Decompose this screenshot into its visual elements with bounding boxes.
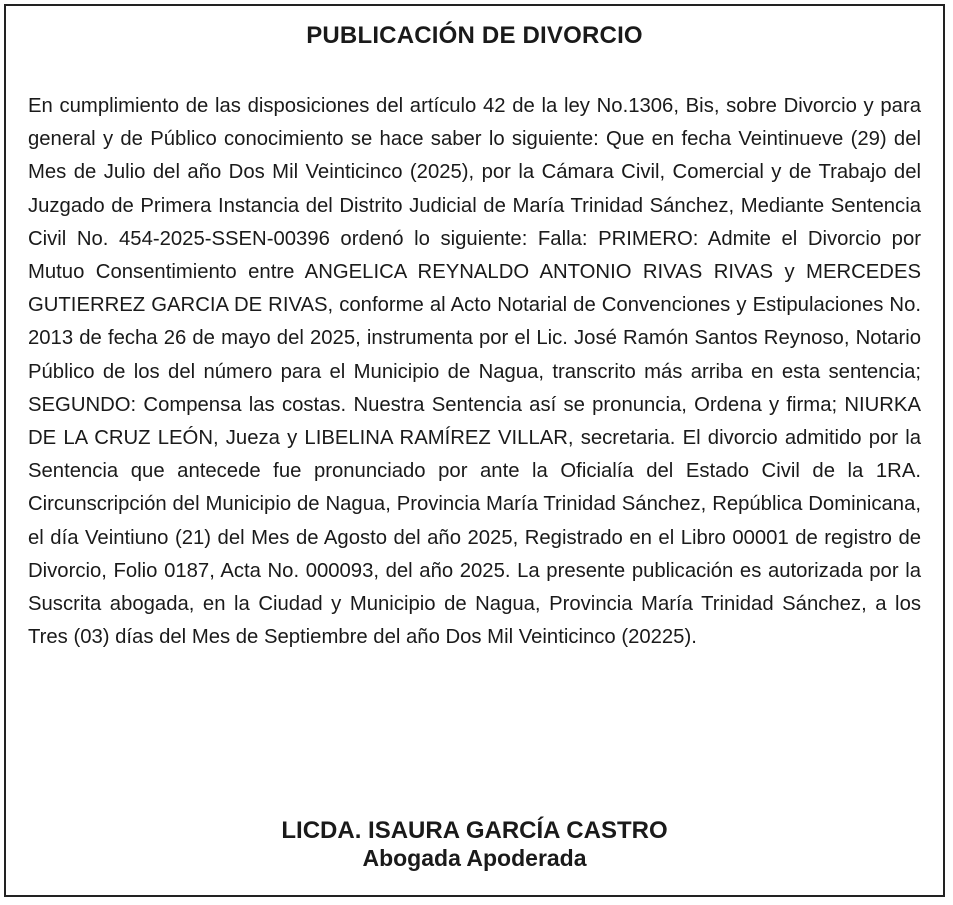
notice-frame [4, 4, 945, 897]
signature-block [6, 816, 943, 872]
notice-title: PUBLICACIÓN DE DIVORCIO [306, 22, 643, 49]
notice-body: En cumplimiento de las disposiciones del artículo 42 de la ley No.1306, Bis, sobre Divorcio y para general y de Público conocimiento se hace saber lo siguiente: Que en fecha Veintinueve (29) del Mes de Julio del año Dos Mil Veinticinco (2025), por la Cámara Civil, Comercial y de Trabajo del Juzgado de Primera Instancia del Distrito Judicial de María Trinidad Sánchez, Mediante Sentencia Civil No. 454-2025-SSEN-00396 ordenó lo siguiente: Falla: PRIMERO: Admite el Divorcio por Mutuo Consentimiento entre ANGELICA REYNALDO ANTONIO RIVAS RIVAS y MERCEDES GUTIERREZ GARCIA DE RIVAS, conforme al Acto Notarial de Convenciones y Estipulaciones No. 2013 de fecha 26 de mayo del 2025, instrumenta por el Lic. José Ramón Santos Reynoso, Notario Público de los del número para el Municipio de Nagua, transcrito más arriba en esta sentencia; SEGUNDO: Compensa las costas. Nuestra Sentencia así se pronuncia, Ordena y firma; NIURKA DE LA CRUZ LEÓN, Jueza y LIBELINA RAMÍREZ VILLAR, secretaria. El divorcio admitido por la Sentencia que antecede fue pronunciado por ante la Oficialía del Estado Civil de la 1RA. Circunscripción del Municipio de Nagua, Provincia María Trinidad Sánchez, República Dominicana, el día Veintiuno (21) del Mes de Agosto del año 2025, Registrado en el Libro 00001 de registro de Divorcio, Folio 0187, Acta No. 000093, del año 2025. La presente publicación es autorizada por la Suscrita abogada, en la Ciudad y Municipio de Nagua, Provincia María Trinidad Sánchez, a los Tres (03) días del Mes de Septiembre del año Dos Mil Veinticinco (20225). [28, 95, 921, 649]
signature-name: LICDA. ISAURA GARCÍA CASTRO [281, 817, 668, 844]
signature-role: Abogada Apoderada [362, 845, 587, 871]
